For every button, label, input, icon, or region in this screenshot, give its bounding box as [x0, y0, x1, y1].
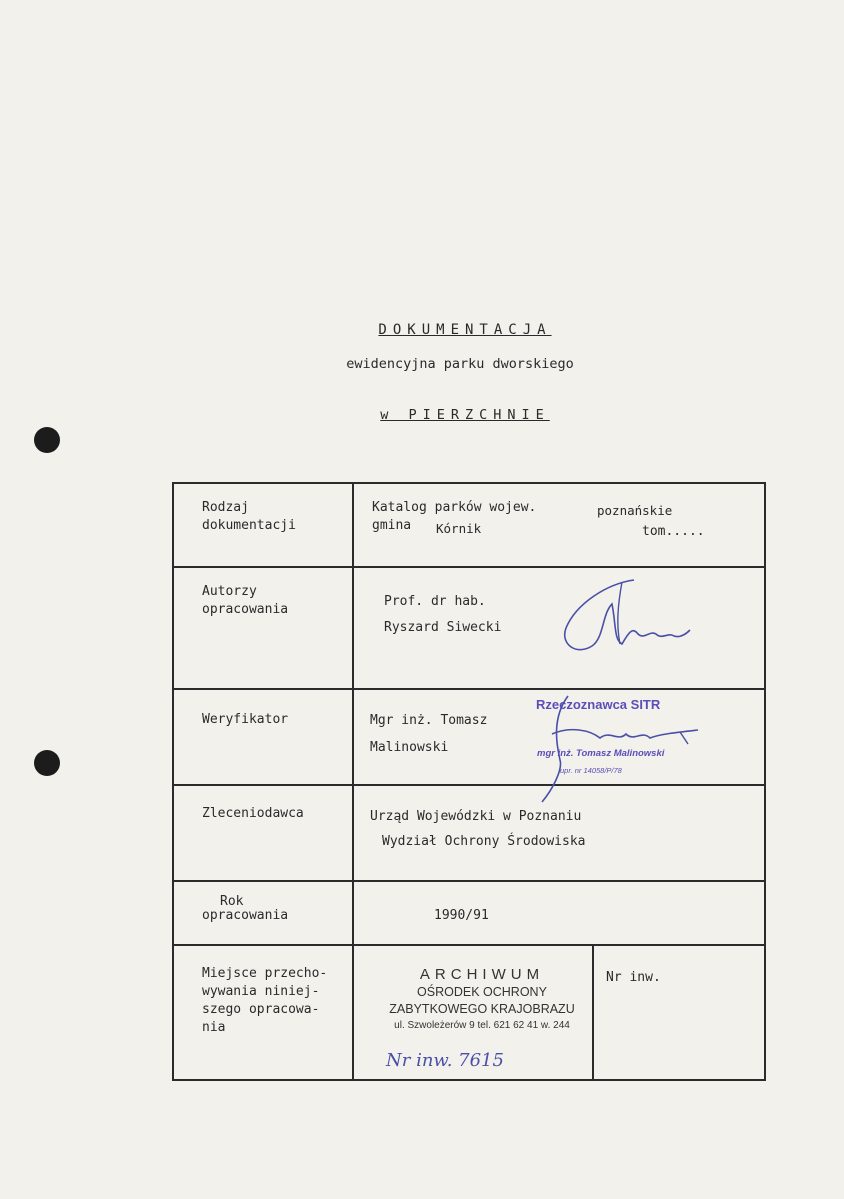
- value-rodzaj-3: tom.....: [642, 524, 705, 539]
- sitr-stamp-title: Rzeczoznawca SITR: [536, 697, 661, 712]
- archive-stamp-address: ul. Szwoleżerów 9 tel. 621 62 41 w. 244: [394, 1020, 570, 1031]
- table-rule-right: [764, 482, 766, 1081]
- value-rodzaj-1b: poznańskie: [597, 503, 673, 518]
- label-miejsce-2: wywania niniej-: [202, 984, 320, 999]
- label-rodzaj-1: Rodzaj: [202, 500, 249, 515]
- label-autorzy-1: Autorzy: [202, 584, 257, 599]
- label-rok-1: Rok: [220, 894, 244, 909]
- document-subtitle: ewidencyjna parku dworskiego: [346, 356, 574, 372]
- label-rok-2: opracowania: [202, 908, 289, 923]
- signature-siwecki: [556, 574, 706, 664]
- archive-stamp-line-2: OŚRODEK OCHRONY: [417, 985, 547, 999]
- table-rule-5: [172, 944, 766, 946]
- sitr-stamp-name: mgr inż. Tomasz Malinowski: [537, 748, 665, 759]
- punch-hole-top: [34, 427, 60, 453]
- sitr-stamp-reg: upr. nr 14058/P/78: [560, 766, 622, 775]
- label-weryfikator: Weryfikator: [202, 712, 289, 727]
- archive-stamp-title: ARCHIWUM: [419, 966, 545, 983]
- punch-hole-bottom: [34, 750, 60, 776]
- archive-stamp-line-3: ZABYTKOWEGO KRAJOBRAZU: [389, 1002, 575, 1016]
- table-rule-4: [172, 880, 766, 882]
- table-rule-bottom: [172, 1079, 766, 1081]
- signature-malinowski: [530, 690, 710, 810]
- label-miejsce-1: Miejsce przecho-: [202, 966, 328, 981]
- table-rule-top: [172, 482, 766, 484]
- document-location: w PIERZCHNIE: [380, 407, 550, 423]
- label-zleceniodawca: Zleceniodawca: [202, 806, 304, 821]
- label-miejsce-3: szego opracowa-: [202, 1002, 320, 1017]
- value-weryfikator-1: Mgr inż. Tomasz: [370, 713, 488, 728]
- value-rodzaj-2b: Kórnik: [436, 521, 482, 536]
- value-weryfikator-2: Malinowski: [370, 740, 449, 755]
- table-rule-mid: [352, 482, 354, 1081]
- value-zleceniodawca-2: Wydział Ochrony Środowiska: [382, 834, 586, 849]
- value-autorzy-2: Ryszard Siwecki: [384, 620, 502, 635]
- value-autorzy-1: Prof. dr hab.: [384, 594, 486, 609]
- value-rok: 1990/91: [434, 908, 489, 923]
- value-rodzaj-2: gmina: [372, 518, 412, 533]
- label-autorzy-2: opracowania: [202, 602, 289, 617]
- handwritten-inventory-number: Nr inw. 7615: [386, 1050, 504, 1071]
- value-zleceniodawca-1: Urząd Wojewódzki w Poznaniu: [370, 809, 582, 824]
- document-title: DOKUMENTACJA: [378, 322, 552, 338]
- table-rule-left: [172, 482, 174, 1081]
- label-rodzaj-2: dokumentacji: [202, 518, 296, 533]
- table-rule-1: [172, 566, 766, 568]
- nr-inw-label: Nr inw.: [606, 970, 661, 985]
- value-rodzaj-1: Katalog parków wojew.: [372, 500, 537, 515]
- label-miejsce-4: nia: [202, 1020, 226, 1035]
